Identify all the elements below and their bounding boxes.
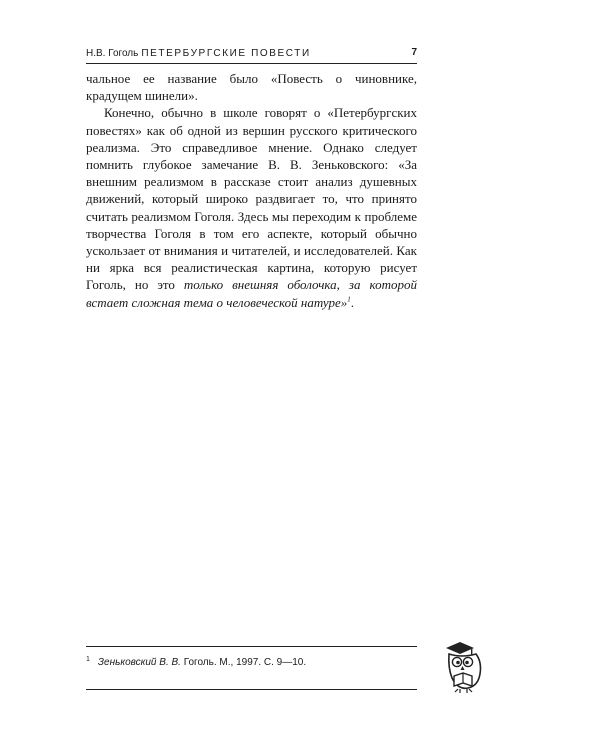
owl-reading-icon [440,638,488,694]
footnote-top-rule [86,646,417,647]
paragraph-2-text: Конечно, обычно в школе говорят о «Петербургских повестях» как об одной из вершин русского критического реализма. Это справедливое мнение. Однако следует помнить глубокое замечание В. В. Зеньковского: «За внешним реализмом в рассказе стоит анализ душевных движений, который широко раздвигает то, что принято считать реализмом Гоголя. Здесь мы переходим к проблеме творчества Гоголя в том его аспекте, который обычно ускользает от внимания и читателей, и исследователей. Как ни ярка вся реалистическая картина, которую рисует Гоголь, но это [86,105,417,293]
main-text [86,70,417,311]
paragraph-2-italic-quote: только внешняя оболочка, за которой встает сложная тема о человеческой натуре» [86,277,417,310]
paragraph-2 [86,104,417,310]
footnote-reference[interactable]: 1 [347,295,351,304]
footnote-author: Зеньковский В. В. [97,657,181,668]
footnote-citation: Гоголь. М., 1997. С. 9—10. [183,657,307,668]
page-number: 7 [411,47,417,58]
paragraph-2-end: . [350,294,355,310]
running-head-author: Н.В. Гоголь [86,48,139,59]
header-rule [86,63,417,64]
footnote-bottom-rule [86,689,417,690]
paragraph-1: чальное ее название было «Повесть о чиновнике, крадущем шинели». [86,71,417,104]
running-head [86,47,406,61]
footnote-marker: 1 [86,655,90,663]
footnote [86,656,417,670]
running-head-title: ПЕТЕРБУРГСКИЕ ПОВЕСТИ [141,48,311,59]
